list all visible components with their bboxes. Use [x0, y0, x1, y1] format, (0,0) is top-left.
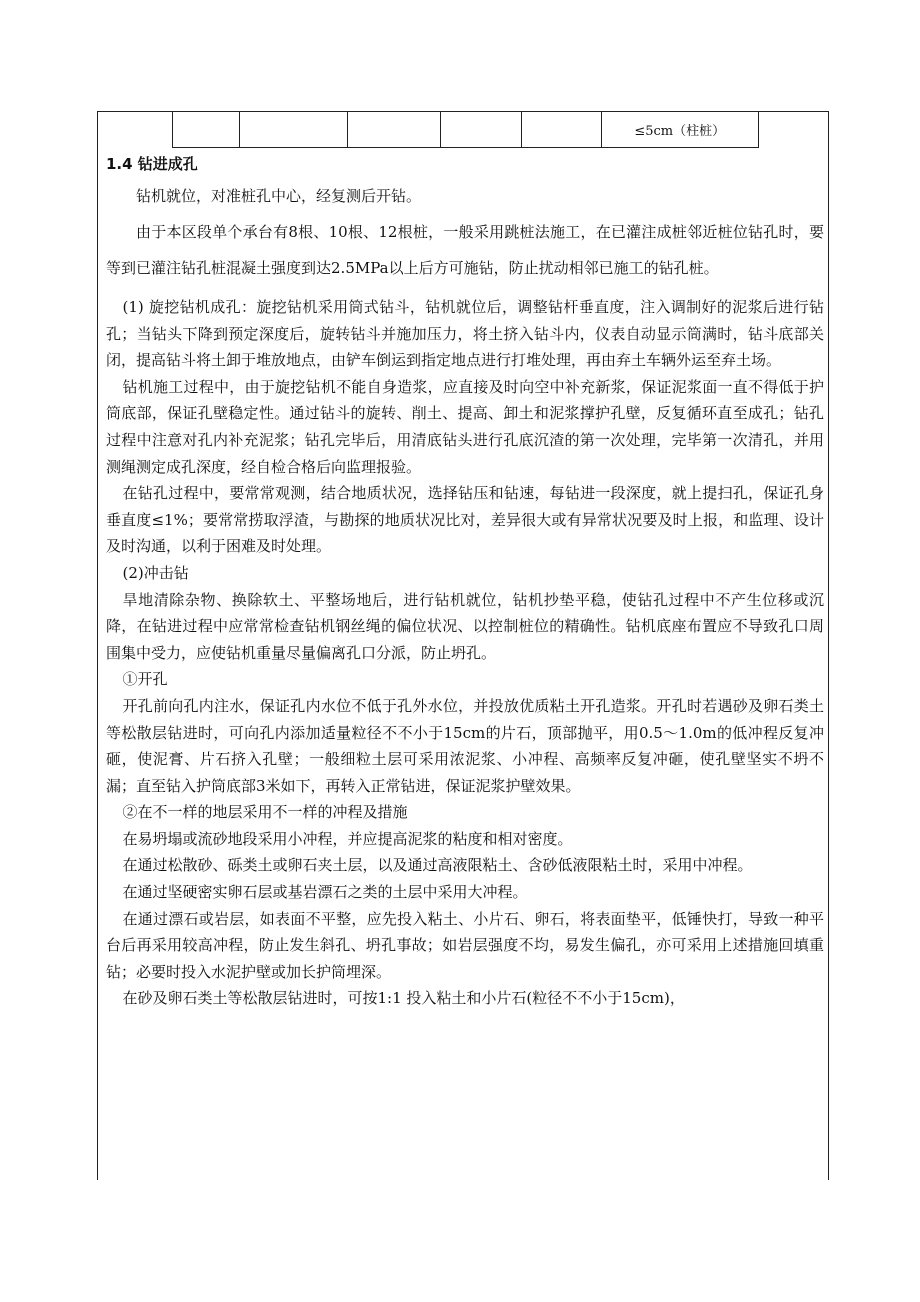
- table-cell: [240, 111, 349, 147]
- paragraph: 在通过漂石或岩层，如表面不平整，应先投入粘土、小片石、卵石，将表面垫平，低锤快打，导致一种平台后再采用较高冲程，防止发生斜孔、坍孔事故；如岩层强度不均，易发生偏孔，亦可采用上述措施回填重钻；必要时投入水泥护壁或加长护筒埋深。: [106, 909, 824, 981]
- paragraph: 在通过坚硬密实卵石层或基岩漂石之类的土层中采用大冲程。: [122, 883, 528, 902]
- paragraph: 在钻孔过程中，要常常观测，结合地质状况，选择钻压和钻速，每钻进一段深度，就上提扫孔，保证孔身垂直度≤1%；要常常捞取浮渣，与勘探的地质状况比对，差异很大或有异常状况要及时上报，和监理、设计及时沟通，以利于困难及时处理。: [106, 484, 824, 556]
- table-cell-pile-spec: ≤5cm（柱桩）: [634, 123, 726, 139]
- paragraph: 在易坍塌或流砂地段采用小冲程，并应提高泥浆的粘度和相对密度。: [122, 829, 573, 848]
- paragraph: (2)冲击钻: [122, 563, 189, 582]
- paragraph: 钻机施工过程中，由于旋挖钻机不能自身造浆，应直接及时向空中补充新浆，保证泥浆面一直不得低于护筒底部，保证孔壁稳定性。通过钻斗的旋转、削土、提高、卸土和泥浆撑护孔壁，反复循环直至成孔；钻孔过程中注意对孔内补充泥浆；钻孔完毕后，用清底钻头进行孔底沉渣的第一次处理，完毕第一次清孔，并用测绳测定成孔深度，经自检合格后向监理报验。: [106, 377, 824, 476]
- table-cell: [522, 111, 602, 147]
- table-cell: [173, 111, 240, 147]
- table-cell: [348, 111, 441, 147]
- section-body: [106, 150, 824, 1012]
- paragraph: 在通过松散砂、砾类土或卵石夹土层，以及通过高液限粘土、含砂低液限粘土时，采用中冲程。: [122, 856, 753, 875]
- section-heading: 1.4 钻进成孔: [106, 155, 198, 173]
- continuation-table-row: [172, 111, 759, 148]
- paragraph: ②在不一样的地层采用不一样的冲程及措施: [122, 803, 408, 822]
- paragraph: 旱地清除杂物、换除软土、平整场地后，进行钻机就位，钻机抄垫平稳，使钻孔过程中不产生位移或沉降，在钻进过程中应常常检查钻机钢丝绳的偏位状况、以控制桩位的精确性。钻机底座布置应不导致孔口周围集中受力，应使钻机重量尽量偏离孔口分派，防止坍孔。: [106, 590, 824, 662]
- paragraph: ①开孔: [122, 670, 168, 689]
- paragraph: 由于本区段单个承台有8根、10根、12根桩，一般采用跳桩法施工，在已灌注成桩邻近桩位钻孔时，要等到已灌注钻孔桩混凝土强度到达2.5MPa以上后方可施钻，防止扰动相邻已施工的钻孔桩。: [106, 223, 824, 277]
- paragraph: (1) 旋挖钻机成孔：旋挖钻机采用筒式钻斗，钻机就位后，调整钻杆垂直度，注入调制好的泥浆后进行钻孔；当钻头下降到预定深度后，旋转钻斗并施加压力，将土挤入钻斗内，仪表自动显示筒满时，钻斗底部关闭，提高钻斗将土卸于堆放地点，由铲车倒运到指定地点进行打堆处理，再由弃土车辆外运至弃土场。: [106, 298, 824, 370]
- paragraph: 在砂及卵石类土等松散层钻进时，可按1:1 投入粘土和小片石(粒径不不小于15cm)，: [122, 989, 685, 1008]
- paragraph: 开孔前向孔内注水，保证孔内水位不低于孔外水位，并投放优质粘土开孔造浆。开孔时若遇砂及卵石类土等松散层钻进时，可向孔内添加适量粒径不不小于15cm的片石，顶部抛平，用0.5～1.0m的低冲程反复冲砸，使泥膏、片石挤入孔壁；一般细粒土层可采用浓泥浆、小冲程、高频率反复冲砸，使孔壁坚实不坍不漏；直至钻入护筒底部3米如下，再转入正常钻进，保证泥浆护壁效果。: [106, 696, 824, 795]
- table-cell: [441, 111, 522, 147]
- paragraph: 钻机就位，对准桩孔中心，经复测后开钻。: [136, 187, 422, 205]
